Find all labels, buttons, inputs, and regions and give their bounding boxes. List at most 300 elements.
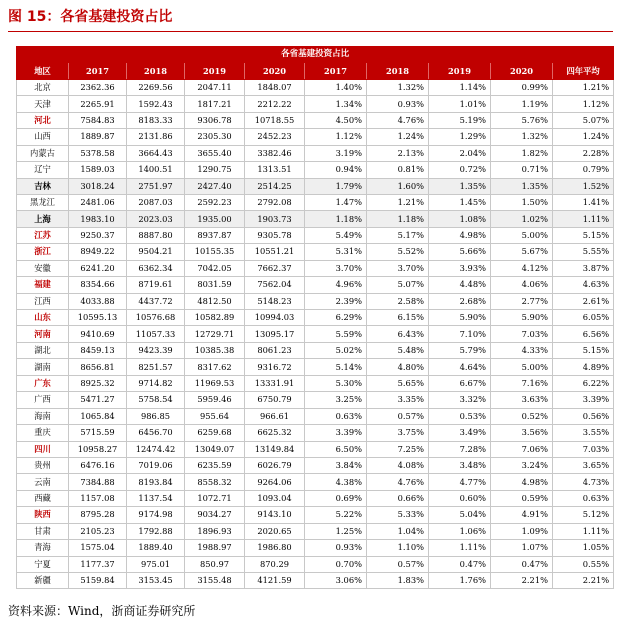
investment-value-cell: 8949.22 (69, 244, 127, 260)
investment-value-cell: 7584.83 (69, 112, 127, 128)
share-percent-cell: 5.04% (429, 507, 491, 523)
share-percent-cell: 5.52% (367, 244, 429, 260)
investment-value-cell: 8061.23 (245, 342, 305, 358)
share-percent-cell: 1.18% (367, 211, 429, 227)
share-percent-cell: 1.24% (553, 129, 614, 145)
investment-value-cell: 6625.32 (245, 425, 305, 441)
share-percent-cell: 3.55% (553, 425, 614, 441)
region-cell: 浙江 (17, 244, 69, 260)
title-rule (8, 31, 613, 32)
table-row (17, 310, 614, 326)
investment-value-cell: 10582.89 (185, 310, 245, 326)
investment-value-cell: 1983.10 (69, 211, 127, 227)
share-percent-cell: 5.15% (553, 342, 614, 358)
share-percent-cell: 5.55% (553, 244, 614, 260)
region-cell: 辽宁 (17, 162, 69, 178)
table-row (17, 145, 614, 161)
investment-value-cell: 975.01 (127, 556, 185, 572)
investment-value-cell: 7662.37 (245, 260, 305, 276)
table-row (17, 408, 614, 424)
share-percent-cell: 1.32% (491, 129, 553, 145)
share-percent-cell: 4.98% (429, 227, 491, 243)
table-row (17, 178, 614, 194)
investment-value-cell: 3664.43 (127, 145, 185, 161)
column-header: 2020 (491, 63, 553, 79)
share-percent-cell: 4.06% (491, 277, 553, 293)
share-percent-cell: 5.02% (305, 342, 367, 358)
share-percent-cell: 1.24% (367, 129, 429, 145)
investment-value-cell: 870.29 (245, 556, 305, 572)
share-percent-cell: 5.65% (367, 375, 429, 391)
investment-value-cell: 986.85 (127, 408, 185, 424)
share-percent-cell: 0.59% (491, 490, 553, 506)
share-percent-cell: 6.43% (367, 326, 429, 342)
share-percent-cell: 3.70% (367, 260, 429, 276)
share-percent-cell: 6.29% (305, 310, 367, 326)
share-percent-cell: 7.28% (429, 441, 491, 457)
investment-value-cell: 8925.32 (69, 375, 127, 391)
investment-value-cell: 1792.88 (127, 523, 185, 539)
investment-value-cell: 10385.38 (185, 342, 245, 358)
investment-value-cell: 11057.33 (127, 326, 185, 342)
share-percent-cell: 5.67% (491, 244, 553, 260)
investment-value-cell: 9264.06 (245, 474, 305, 490)
share-percent-cell: 1.21% (367, 194, 429, 210)
share-percent-cell: 1.10% (367, 540, 429, 556)
share-percent-cell: 3.39% (305, 425, 367, 441)
investment-value-cell: 8251.57 (127, 359, 185, 375)
share-percent-cell: 0.69% (305, 490, 367, 506)
share-percent-cell: 0.60% (429, 490, 491, 506)
investment-value-cell: 1575.04 (69, 540, 127, 556)
share-percent-cell: 7.10% (429, 326, 491, 342)
share-percent-cell: 0.94% (305, 162, 367, 178)
share-percent-cell: 5.76% (491, 112, 553, 128)
table-row (17, 540, 614, 556)
investment-value-cell: 5148.23 (245, 293, 305, 309)
investment-value-cell: 1848.07 (245, 79, 305, 95)
share-percent-cell: 1.11% (429, 540, 491, 556)
investment-value-cell: 8937.87 (185, 227, 245, 243)
share-percent-cell: 2.39% (305, 293, 367, 309)
share-percent-cell: 0.72% (429, 162, 491, 178)
investment-value-cell: 1093.04 (245, 490, 305, 506)
share-percent-cell: 6.15% (367, 310, 429, 326)
region-cell: 陕西 (17, 507, 69, 523)
region-cell: 北京 (17, 79, 69, 95)
investment-value-cell: 2452.23 (245, 129, 305, 145)
source-note: 资料来源：Wind，浙商证券研究所 (8, 604, 196, 618)
region-cell: 广东 (17, 375, 69, 391)
table-body (17, 79, 614, 589)
share-percent-cell: 1.34% (305, 96, 367, 112)
investment-value-cell: 8031.59 (185, 277, 245, 293)
share-percent-cell: 0.99% (491, 79, 553, 95)
region-cell: 黑龙江 (17, 194, 69, 210)
share-percent-cell: 4.89% (553, 359, 614, 375)
investment-value-cell: 4121.59 (245, 573, 305, 589)
investment-value-cell: 13331.91 (245, 375, 305, 391)
share-percent-cell: 4.63% (553, 277, 614, 293)
investment-value-cell: 1157.08 (69, 490, 127, 506)
figure-title: 图 15：各省基建投资占比 (8, 9, 173, 25)
investment-value-cell: 9504.21 (127, 244, 185, 260)
share-percent-cell: 6.67% (429, 375, 491, 391)
share-percent-cell: 1.07% (491, 540, 553, 556)
investment-value-cell: 6456.70 (127, 425, 185, 441)
share-percent-cell: 0.47% (429, 556, 491, 572)
table-row (17, 326, 614, 342)
share-percent-cell: 0.47% (491, 556, 553, 572)
share-percent-cell: 3.63% (491, 392, 553, 408)
column-header: 2017 (69, 63, 127, 79)
share-percent-cell: 2.77% (491, 293, 553, 309)
investment-value-cell: 8459.13 (69, 342, 127, 358)
investment-value-cell: 1896.93 (185, 523, 245, 539)
investment-value-cell: 6241.20 (69, 260, 127, 276)
investment-value-cell: 966.61 (245, 408, 305, 424)
investment-value-cell: 8193.84 (127, 474, 185, 490)
investment-value-cell: 6259.68 (185, 425, 245, 441)
share-percent-cell: 4.80% (367, 359, 429, 375)
investment-value-cell: 1065.84 (69, 408, 127, 424)
region-cell: 云南 (17, 474, 69, 490)
investment-value-cell: 6235.59 (185, 457, 245, 473)
share-percent-cell: 5.00% (491, 227, 553, 243)
share-percent-cell: 5.49% (305, 227, 367, 243)
investment-value-cell: 1592.43 (127, 96, 185, 112)
share-percent-cell: 3.93% (429, 260, 491, 276)
share-percent-cell: 0.63% (305, 408, 367, 424)
share-percent-cell: 5.31% (305, 244, 367, 260)
share-percent-cell: 7.16% (491, 375, 553, 391)
table-row (17, 277, 614, 293)
region-cell: 甘肃 (17, 523, 69, 539)
table-row (17, 129, 614, 145)
table-row (17, 260, 614, 276)
share-percent-cell: 1.02% (491, 211, 553, 227)
share-percent-cell: 2.61% (553, 293, 614, 309)
share-percent-cell: 4.33% (491, 342, 553, 358)
share-percent-cell: 1.11% (553, 523, 614, 539)
investment-value-cell: 8887.80 (127, 227, 185, 243)
investment-value-cell: 2792.08 (245, 194, 305, 210)
table-container (16, 46, 613, 589)
region-cell: 河北 (17, 112, 69, 128)
share-percent-cell: 0.52% (491, 408, 553, 424)
table-row (17, 244, 614, 260)
share-percent-cell: 3.24% (491, 457, 553, 473)
column-header: 地区 (17, 63, 69, 79)
share-percent-cell: 1.50% (491, 194, 553, 210)
share-percent-cell: 5.59% (305, 326, 367, 342)
investment-value-cell: 9714.82 (127, 375, 185, 391)
investment-value-cell: 13049.07 (185, 441, 245, 457)
share-percent-cell: 6.22% (553, 375, 614, 391)
investment-value-cell: 6362.34 (127, 260, 185, 276)
investment-value-cell: 10576.68 (127, 310, 185, 326)
share-percent-cell: 2.21% (491, 573, 553, 589)
investment-value-cell: 2020.65 (245, 523, 305, 539)
share-percent-cell: 1.52% (553, 178, 614, 194)
share-percent-cell: 5.15% (553, 227, 614, 243)
share-percent-cell: 5.19% (429, 112, 491, 128)
share-percent-cell: 7.06% (491, 441, 553, 457)
share-percent-cell: 1.14% (429, 79, 491, 95)
share-percent-cell: 7.03% (553, 441, 614, 457)
table-row (17, 227, 614, 243)
region-cell: 湖南 (17, 359, 69, 375)
investment-value-cell: 7019.06 (127, 457, 185, 473)
investment-value-cell: 9305.78 (245, 227, 305, 243)
region-cell: 青海 (17, 540, 69, 556)
share-percent-cell: 3.56% (491, 425, 553, 441)
investment-value-cell: 12729.71 (185, 326, 245, 342)
investment-value-cell: 2305.30 (185, 129, 245, 145)
investment-value-cell: 2269.56 (127, 79, 185, 95)
investment-value-cell: 8795.28 (69, 507, 127, 523)
share-percent-cell: 4.77% (429, 474, 491, 490)
share-percent-cell: 5.00% (491, 359, 553, 375)
share-percent-cell: 2.04% (429, 145, 491, 161)
investment-value-cell: 9174.98 (127, 507, 185, 523)
table-column-headers (17, 63, 614, 79)
investment-value-cell: 1903.73 (245, 211, 305, 227)
investment-value-cell: 2751.97 (127, 178, 185, 194)
table-row (17, 194, 614, 210)
investment-value-cell: 955.64 (185, 408, 245, 424)
share-percent-cell: 0.57% (367, 408, 429, 424)
investment-value-cell: 13149.84 (245, 441, 305, 457)
table-row (17, 392, 614, 408)
investment-value-cell: 5471.27 (69, 392, 127, 408)
share-percent-cell: 1.25% (305, 523, 367, 539)
share-percent-cell: 0.79% (553, 162, 614, 178)
investment-value-cell: 1889.87 (69, 129, 127, 145)
region-cell: 广西 (17, 392, 69, 408)
region-cell: 湖北 (17, 342, 69, 358)
share-percent-cell: 3.84% (305, 457, 367, 473)
share-percent-cell: 3.25% (305, 392, 367, 408)
region-cell: 安徽 (17, 260, 69, 276)
investment-value-cell: 10155.35 (185, 244, 245, 260)
region-cell: 宁夏 (17, 556, 69, 572)
table-row (17, 162, 614, 178)
share-percent-cell: 4.96% (305, 277, 367, 293)
share-percent-cell: 1.12% (553, 96, 614, 112)
table-row (17, 556, 614, 572)
table-row (17, 573, 614, 589)
table-row (17, 79, 614, 95)
table-row (17, 523, 614, 539)
investment-value-cell: 1313.51 (245, 162, 305, 178)
region-cell: 西藏 (17, 490, 69, 506)
investment-value-cell: 4812.50 (185, 293, 245, 309)
table-group-header: 各省基建投资占比 (17, 47, 614, 63)
share-percent-cell: 0.57% (367, 556, 429, 572)
column-header: 2020 (245, 63, 305, 79)
investment-value-cell: 6750.79 (245, 392, 305, 408)
table-row (17, 342, 614, 358)
investment-value-cell: 1935.00 (185, 211, 245, 227)
investment-value-cell: 10718.55 (245, 112, 305, 128)
column-header: 2018 (127, 63, 185, 79)
investment-value-cell: 2514.25 (245, 178, 305, 194)
table-row (17, 474, 614, 490)
share-percent-cell: 1.11% (553, 211, 614, 227)
share-percent-cell: 4.12% (491, 260, 553, 276)
share-percent-cell: 5.48% (367, 342, 429, 358)
region-cell: 贵州 (17, 457, 69, 473)
share-percent-cell: 5.22% (305, 507, 367, 523)
share-percent-cell: 1.35% (429, 178, 491, 194)
investment-value-cell: 6476.16 (69, 457, 127, 473)
investment-value-cell: 8656.81 (69, 359, 127, 375)
share-percent-cell: 1.06% (429, 523, 491, 539)
share-percent-cell: 1.04% (367, 523, 429, 539)
share-percent-cell: 0.93% (367, 96, 429, 112)
investment-value-cell: 10994.03 (245, 310, 305, 326)
share-percent-cell: 1.40% (305, 79, 367, 95)
share-percent-cell: 4.98% (491, 474, 553, 490)
share-percent-cell: 0.66% (367, 490, 429, 506)
share-percent-cell: 3.49% (429, 425, 491, 441)
investment-value-cell: 11969.53 (185, 375, 245, 391)
table-row (17, 359, 614, 375)
share-percent-cell: 2.28% (553, 145, 614, 161)
share-percent-cell: 3.06% (305, 573, 367, 589)
share-percent-cell: 0.70% (305, 556, 367, 572)
share-percent-cell: 1.21% (553, 79, 614, 95)
region-cell: 天津 (17, 96, 69, 112)
share-percent-cell: 1.19% (491, 96, 553, 112)
region-cell: 内蒙古 (17, 145, 69, 161)
investment-value-cell: 8183.33 (127, 112, 185, 128)
investment-value-cell: 5715.59 (69, 425, 127, 441)
investment-value-cell: 9306.78 (185, 112, 245, 128)
investment-value-cell: 2131.86 (127, 129, 185, 145)
share-percent-cell: 3.65% (553, 457, 614, 473)
investment-value-cell: 2362.36 (69, 79, 127, 95)
share-percent-cell: 1.83% (367, 573, 429, 589)
column-header: 2017 (305, 63, 367, 79)
investment-value-cell: 2105.23 (69, 523, 127, 539)
investment-value-cell: 8317.62 (185, 359, 245, 375)
share-percent-cell: 0.81% (367, 162, 429, 178)
share-percent-cell: 3.70% (305, 260, 367, 276)
column-header: 2019 (429, 63, 491, 79)
share-percent-cell: 2.21% (553, 573, 614, 589)
investment-value-cell: 9316.72 (245, 359, 305, 375)
share-percent-cell: 2.58% (367, 293, 429, 309)
investment-value-cell: 1889.40 (127, 540, 185, 556)
share-percent-cell: 1.41% (553, 194, 614, 210)
share-percent-cell: 1.47% (305, 194, 367, 210)
share-percent-cell: 3.35% (367, 392, 429, 408)
share-percent-cell: 1.45% (429, 194, 491, 210)
investment-value-cell: 1817.21 (185, 96, 245, 112)
investment-value-cell: 4033.88 (69, 293, 127, 309)
investment-value-cell: 3153.45 (127, 573, 185, 589)
share-percent-cell: 0.53% (429, 408, 491, 424)
column-header: 2018 (367, 63, 429, 79)
share-percent-cell: 5.12% (553, 507, 614, 523)
investment-value-cell: 8558.32 (185, 474, 245, 490)
region-cell: 江西 (17, 293, 69, 309)
table-row (17, 457, 614, 473)
region-cell: 山东 (17, 310, 69, 326)
region-cell: 上海 (17, 211, 69, 227)
investment-value-cell: 10551.21 (245, 244, 305, 260)
share-percent-cell: 2.13% (367, 145, 429, 161)
investment-value-cell: 8719.61 (127, 277, 185, 293)
share-percent-cell: 4.48% (429, 277, 491, 293)
share-percent-cell: 5.30% (305, 375, 367, 391)
share-percent-cell: 1.32% (367, 79, 429, 95)
share-percent-cell: 4.73% (553, 474, 614, 490)
region-cell: 江苏 (17, 227, 69, 243)
investment-value-cell: 9034.27 (185, 507, 245, 523)
investment-value-cell: 8354.66 (69, 277, 127, 293)
share-percent-cell: 0.63% (553, 490, 614, 506)
share-percent-cell: 1.29% (429, 129, 491, 145)
share-percent-cell: 7.25% (367, 441, 429, 457)
share-percent-cell: 1.35% (491, 178, 553, 194)
investment-value-cell: 2212.22 (245, 96, 305, 112)
investment-value-cell: 9250.37 (69, 227, 127, 243)
share-percent-cell: 0.56% (553, 408, 614, 424)
column-header: 四年平均 (553, 63, 614, 79)
investment-value-cell: 3155.48 (185, 573, 245, 589)
investment-value-cell: 7562.04 (245, 277, 305, 293)
region-cell: 新疆 (17, 573, 69, 589)
share-percent-cell: 4.64% (429, 359, 491, 375)
column-header: 2019 (185, 63, 245, 79)
investment-value-cell: 2592.23 (185, 194, 245, 210)
table-row (17, 425, 614, 441)
investment-value-cell: 1988.97 (185, 540, 245, 556)
region-cell: 四川 (17, 441, 69, 457)
investment-value-cell: 9143.10 (245, 507, 305, 523)
share-percent-cell: 4.08% (367, 457, 429, 473)
share-percent-cell: 5.07% (553, 112, 614, 128)
investment-value-cell: 1290.75 (185, 162, 245, 178)
investment-value-cell: 3382.46 (245, 145, 305, 161)
investment-value-cell: 3018.24 (69, 178, 127, 194)
share-percent-cell: 1.09% (491, 523, 553, 539)
investment-value-cell: 2087.03 (127, 194, 185, 210)
investment-value-cell: 6026.79 (245, 457, 305, 473)
share-percent-cell: 6.05% (553, 310, 614, 326)
investment-value-cell: 2047.11 (185, 79, 245, 95)
share-percent-cell: 4.50% (305, 112, 367, 128)
region-cell: 吉林 (17, 178, 69, 194)
investment-value-cell: 13095.17 (245, 326, 305, 342)
share-percent-cell: 4.76% (367, 112, 429, 128)
share-percent-cell: 3.39% (553, 392, 614, 408)
investment-value-cell: 2265.91 (69, 96, 127, 112)
investment-value-cell: 1589.03 (69, 162, 127, 178)
region-cell: 重庆 (17, 425, 69, 441)
share-percent-cell: 6.56% (553, 326, 614, 342)
share-percent-cell: 1.08% (429, 211, 491, 227)
region-cell: 海南 (17, 408, 69, 424)
region-cell: 福建 (17, 277, 69, 293)
share-percent-cell: 5.90% (429, 310, 491, 326)
share-percent-cell: 5.90% (491, 310, 553, 326)
share-percent-cell: 3.87% (553, 260, 614, 276)
investment-value-cell: 1177.37 (69, 556, 127, 572)
